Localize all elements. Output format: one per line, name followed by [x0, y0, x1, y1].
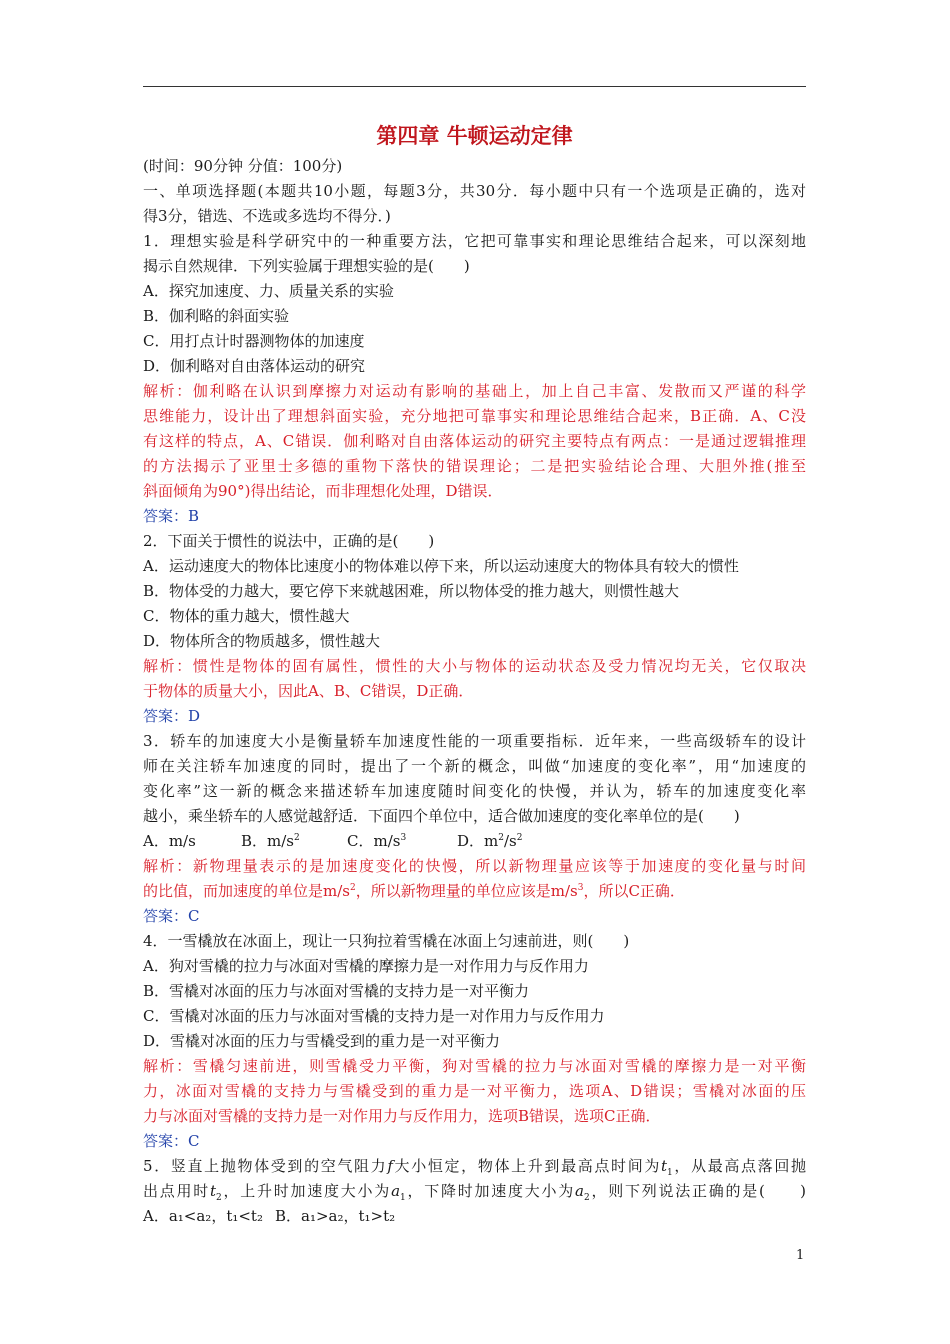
q3-option-b: B．$m/s^2$: [241, 832, 300, 850]
q1-stem-line-2: 揭示自然规律．下列实验属于理想实验的是( ): [143, 257, 470, 275]
q4-option-d: D．雪橇对冰面的压力与雪橇受到的重力是一对平衡力: [143, 1032, 501, 1050]
q2-analysis-line-1: 解析：惯性是物体的固有属性，惯性的大小与物体的运动状态及受力情况均无关，它仅取决: [143, 657, 806, 675]
page-content: [143, 120, 806, 1229]
q1-option-c: C．用打点计时器测物体的加速度: [143, 332, 365, 350]
q1-analysis-line-1: 解析：伽利略在认识到摩擦力对运动有影响的基础上，加上自己丰富、发散而又严谨的科学: [143, 382, 806, 400]
q2-stem: 2．下面关于惯性的说法中，正确的是( ): [143, 532, 435, 550]
q5-option-a: A．a₁<a₂，t₁<t₂: [143, 1207, 263, 1225]
q3-answer: 答案：C: [143, 907, 200, 925]
q3-stem-line-2: 师在关注轿车加速度的同时，提出了一个新的概念，叫做“加速度的变化率”，用“加速度的: [143, 757, 806, 775]
q3-stem-line-4: 越小，乘坐轿车的人感觉越舒适．下面四个单位中，适合做加速度的变化率单位的是( ): [143, 807, 740, 825]
q5-options: [143, 1204, 806, 1229]
section-heading-line-1: 一、单项选择题(本题共10小题，每题3分，共30分．每小题中只有一个选项是正确的，选对: [143, 182, 806, 200]
q1-option-d: D．伽利略对自由落体运动的研究: [143, 357, 366, 375]
q4-answer: 答案：C: [143, 1132, 200, 1150]
q1-option-b: B．伽利略的斜面实验: [143, 307, 290, 325]
q2-option-a: A．运动速度大的物体比速度小的物体难以停下来，所以运动速度大的物体具有较大的惯性: [143, 557, 739, 575]
q4-option-c: C．雪橇对冰面的压力与冰面对雪橇的支持力是一对作用力与反作用力: [143, 1007, 605, 1025]
q1-analysis-line-3: 有这样的特点，A、C错误．伽利略对自由落体运动的研究主要特点有两点：一是通过逻辑推理: [143, 432, 806, 450]
q1-answer: 答案：B: [143, 507, 200, 525]
exam-meta: (时间：90分钟 分值：100分): [143, 157, 343, 175]
q1-analysis-line-5: 斜面倾角为90°)得出结论，而非理想化处理，D错误．: [143, 482, 503, 500]
q2-option-c: C．物体的重力越大，惯性越大: [143, 607, 350, 625]
q5-option-b: B．a₁>a₂，t₁>t₂: [275, 1207, 396, 1225]
header-rule: [143, 86, 806, 87]
q3-analysis-line-1: 解析：新物理量表示的是加速度变化的快慢，所以新物理量应该等于加速度的变化量与时间: [143, 857, 806, 875]
q4-analysis-line-2: 力，冰面对雪橇的支持力与雪橇受到的重力是一对平衡力，选项A、D错误；雪橇对冰面的压: [143, 1082, 806, 1100]
page-number: 1: [796, 1248, 805, 1263]
q4-option-a: A．狗对雪橇的拉力与冰面对雪橇的摩擦力是一对作用力与反作用力: [143, 957, 589, 975]
q2-analysis-line-2: 于物体的质量大小，因此A、B、C错误，D正确．: [143, 682, 474, 700]
q4-analysis-line-1: 解析：雪橇匀速前进，则雪橇受力平衡，狗对雪橇的拉力与冰面对雪橇的摩擦力是一对平衡: [143, 1057, 806, 1075]
q5-stem-line-2: 出点用时$t_2$，上升时加速度大小为$a_1$，下降时加速度大小为$a_2$，则下列说法正确的是( ): [143, 1182, 806, 1203]
q1-analysis-line-4: 的方法揭示了亚里士多德的重物下落快的错误理论；二是把实验结论合理、大胆外推(推至: [143, 457, 806, 475]
chapter-title: 第四章 牛顿运动定律: [376, 123, 573, 148]
q2-option-b: B．物体受的力越大，要它停下来就越困难，所以物体受的推力越大，则惯性越大: [143, 582, 680, 600]
q3-analysis-line-2: 的比值，而加速度的单位是$m/s^2$，所以新物理量的单位应该是$m/s^3$，所以C正确．: [143, 882, 685, 900]
q1-analysis-line-2: 思维能力，设计出了理想斜面实验，充分地把可靠事实和理论思维结合起来，B正确．A、C没: [143, 407, 806, 425]
q1-option-a: A．探究加速度、力、质量关系的实验: [143, 282, 394, 300]
q3-option-a: A．m/s: [143, 832, 196, 850]
q3-stem-line-3: 变化率”这一新的概念来描述轿车加速度随时间变化的快慢，并认为，轿车的加速度变化率: [143, 782, 806, 800]
q4-option-b: B．雪橇对冰面的压力与冰面对雪橇的支持力是一对平衡力: [143, 982, 530, 1000]
q4-stem: 4．一雪橇放在冰面上，现让一只狗拉着雪橇在冰面上匀速前进，则( ): [143, 932, 630, 950]
q4-analysis-line-3: 力与冰面对雪橇的支持力是一对作用力与反作用力，选项B错误，选项C正确．: [143, 1107, 661, 1125]
q3-option-c: C．$m/s^3$: [347, 832, 407, 850]
q2-option-d: D．物体所含的物质越多，惯性越大: [143, 632, 381, 650]
q3-options: [143, 829, 806, 854]
q2-answer: 答案：D: [143, 707, 201, 725]
q1-stem-line-1: 1．理想实验是科学研究中的一种重要方法，它把可靠事实和理论思维结合起来，可以深刻地: [143, 232, 806, 250]
q5-stem-line-1: 5．竖直上抛物体受到的空气阻力f大小恒定，物体上升到最高点时间为$t_1$，从最高点落回抛: [143, 1157, 806, 1178]
section-heading-line-2: 得3分，错选、不选或多选均不得分．): [143, 207, 391, 225]
q3-stem-line-1: 3．轿车的加速度大小是衡量轿车加速度性能的一项重要指标．近年来，一些高级轿车的设计: [143, 732, 806, 750]
q3-option-d: D．$m^2/s^2$: [457, 832, 523, 850]
